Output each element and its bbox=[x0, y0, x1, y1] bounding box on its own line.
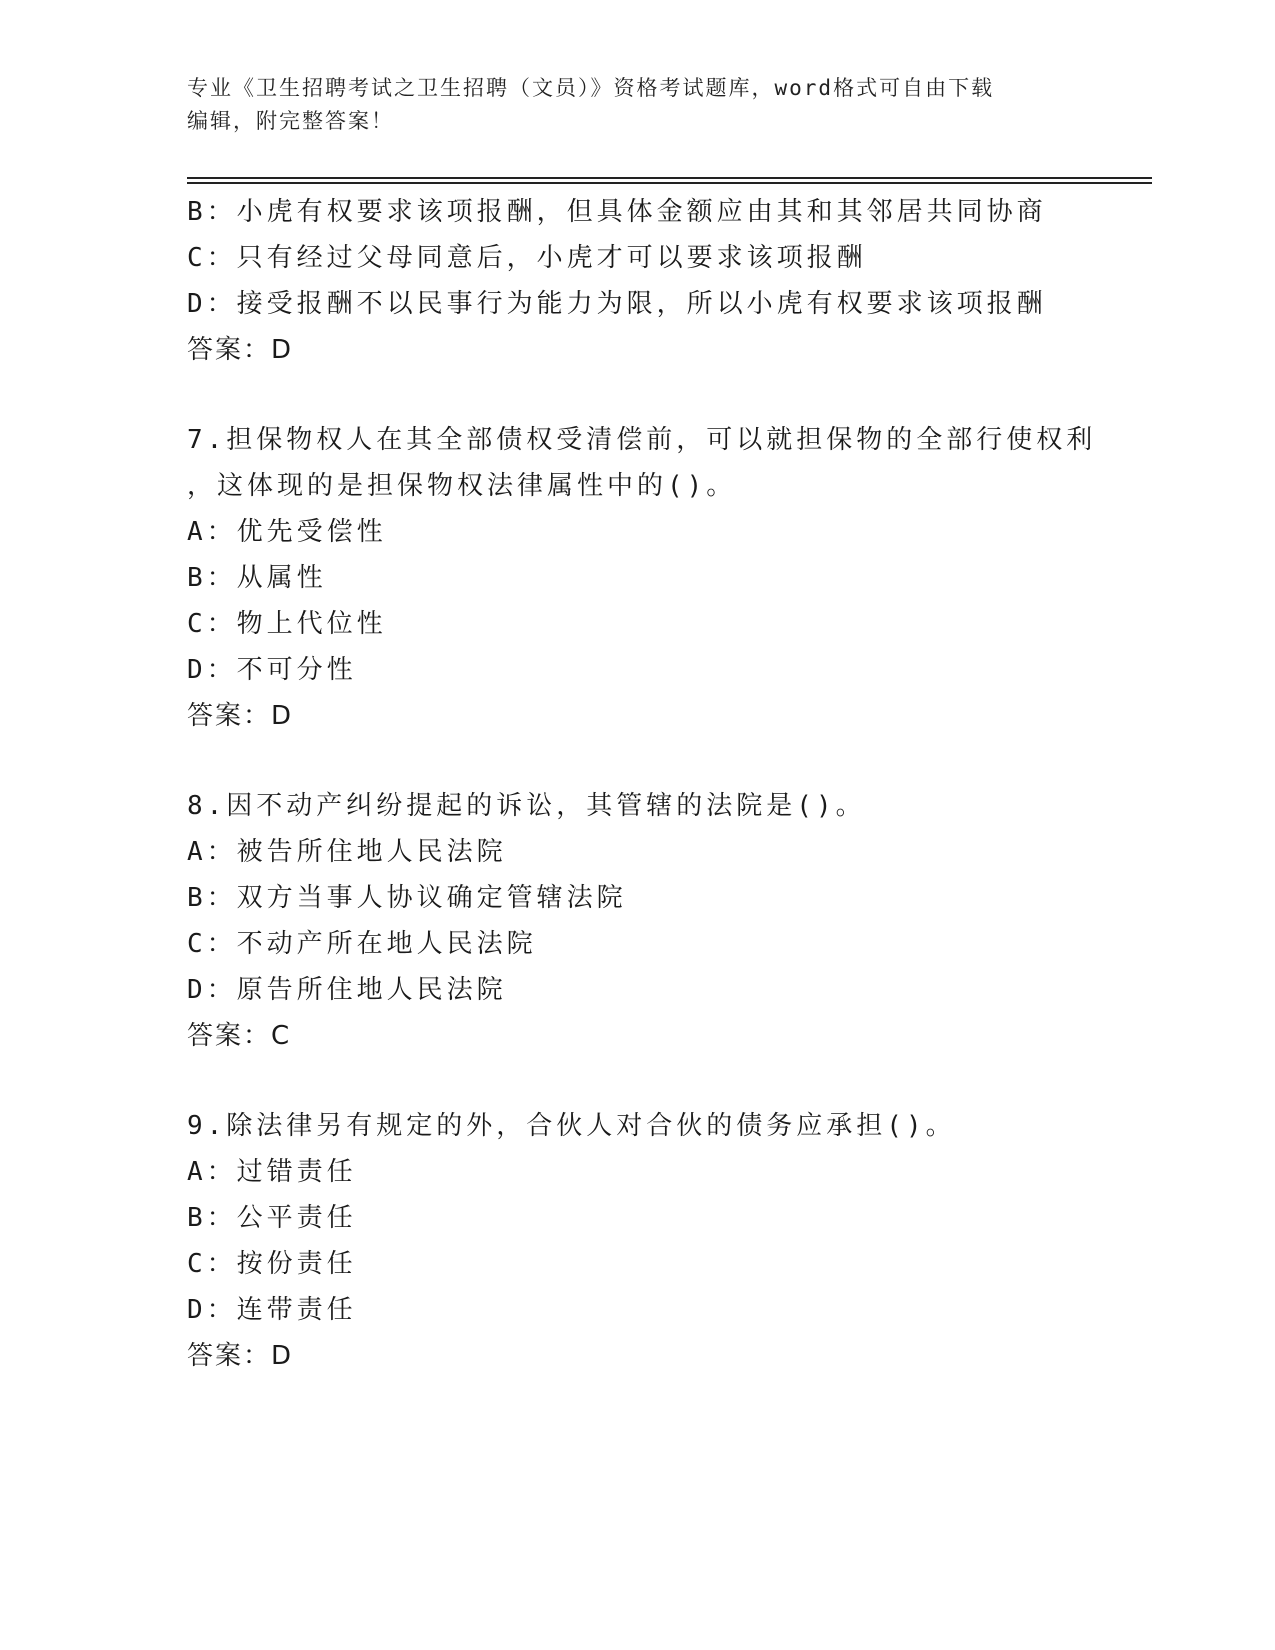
option-b: B：公平责任 bbox=[187, 1203, 357, 1233]
question-stem: 7.担保物权人在其全部债权受清偿前，可以就担保物的全部行使权利 bbox=[187, 425, 1097, 455]
option-d: D：连带责任 bbox=[187, 1295, 357, 1325]
header-divider-bottom bbox=[187, 182, 1152, 184]
header-line-1: 专业《卫生招聘考试之卫生招聘（文员）》资格考试题库，word格式可自由下载 bbox=[187, 76, 995, 100]
question-stem-continued: ，这体现的是担保物权法律属性中的()。 bbox=[187, 471, 737, 501]
question-stem: 8.因不动产纠纷提起的诉讼，其管辖的法院是()。 bbox=[187, 791, 866, 821]
header-divider-top bbox=[187, 177, 1152, 179]
document-header bbox=[187, 72, 1087, 138]
option-a: A：优先受偿性 bbox=[187, 517, 387, 547]
option-b: B：双方当事人协议确定管辖法院 bbox=[187, 883, 627, 913]
option-c: C：物上代位性 bbox=[187, 609, 387, 639]
question-block-8 bbox=[187, 783, 1152, 1059]
answer-line: 答案：C bbox=[187, 1021, 292, 1051]
option-a: A：被告所住地人民法院 bbox=[187, 837, 507, 867]
question-block-9 bbox=[187, 1103, 1152, 1379]
question-block-prev bbox=[187, 189, 1152, 373]
answer-line: 答案：D bbox=[187, 1341, 294, 1371]
option-d: D：接受报酬不以民事行为能力为限，所以小虎有权要求该项报酬 bbox=[187, 289, 1047, 319]
option-d: D：不可分性 bbox=[187, 655, 357, 685]
answer-line: 答案：D bbox=[187, 701, 294, 731]
option-b: B：从属性 bbox=[187, 563, 327, 593]
option-d: D：原告所住地人民法院 bbox=[187, 975, 507, 1005]
option-c: C：按份责任 bbox=[187, 1249, 357, 1279]
option-c: C：只有经过父母同意后，小虎才可以要求该项报酬 bbox=[187, 243, 867, 273]
option-b: B：小虎有权要求该项报酬，但具体金额应由其和其邻居共同协商 bbox=[187, 197, 1047, 227]
question-block-7 bbox=[187, 417, 1152, 739]
answer-line: 答案：D bbox=[187, 335, 294, 365]
option-a: A：过错责任 bbox=[187, 1157, 357, 1187]
question-stem: 9.除法律另有规定的外，合伙人对合伙的债务应承担()。 bbox=[187, 1111, 956, 1141]
header-line-2: 编辑，附完整答案！ bbox=[187, 109, 394, 133]
question-list bbox=[187, 189, 1152, 1379]
option-c: C：不动产所在地人民法院 bbox=[187, 929, 537, 959]
